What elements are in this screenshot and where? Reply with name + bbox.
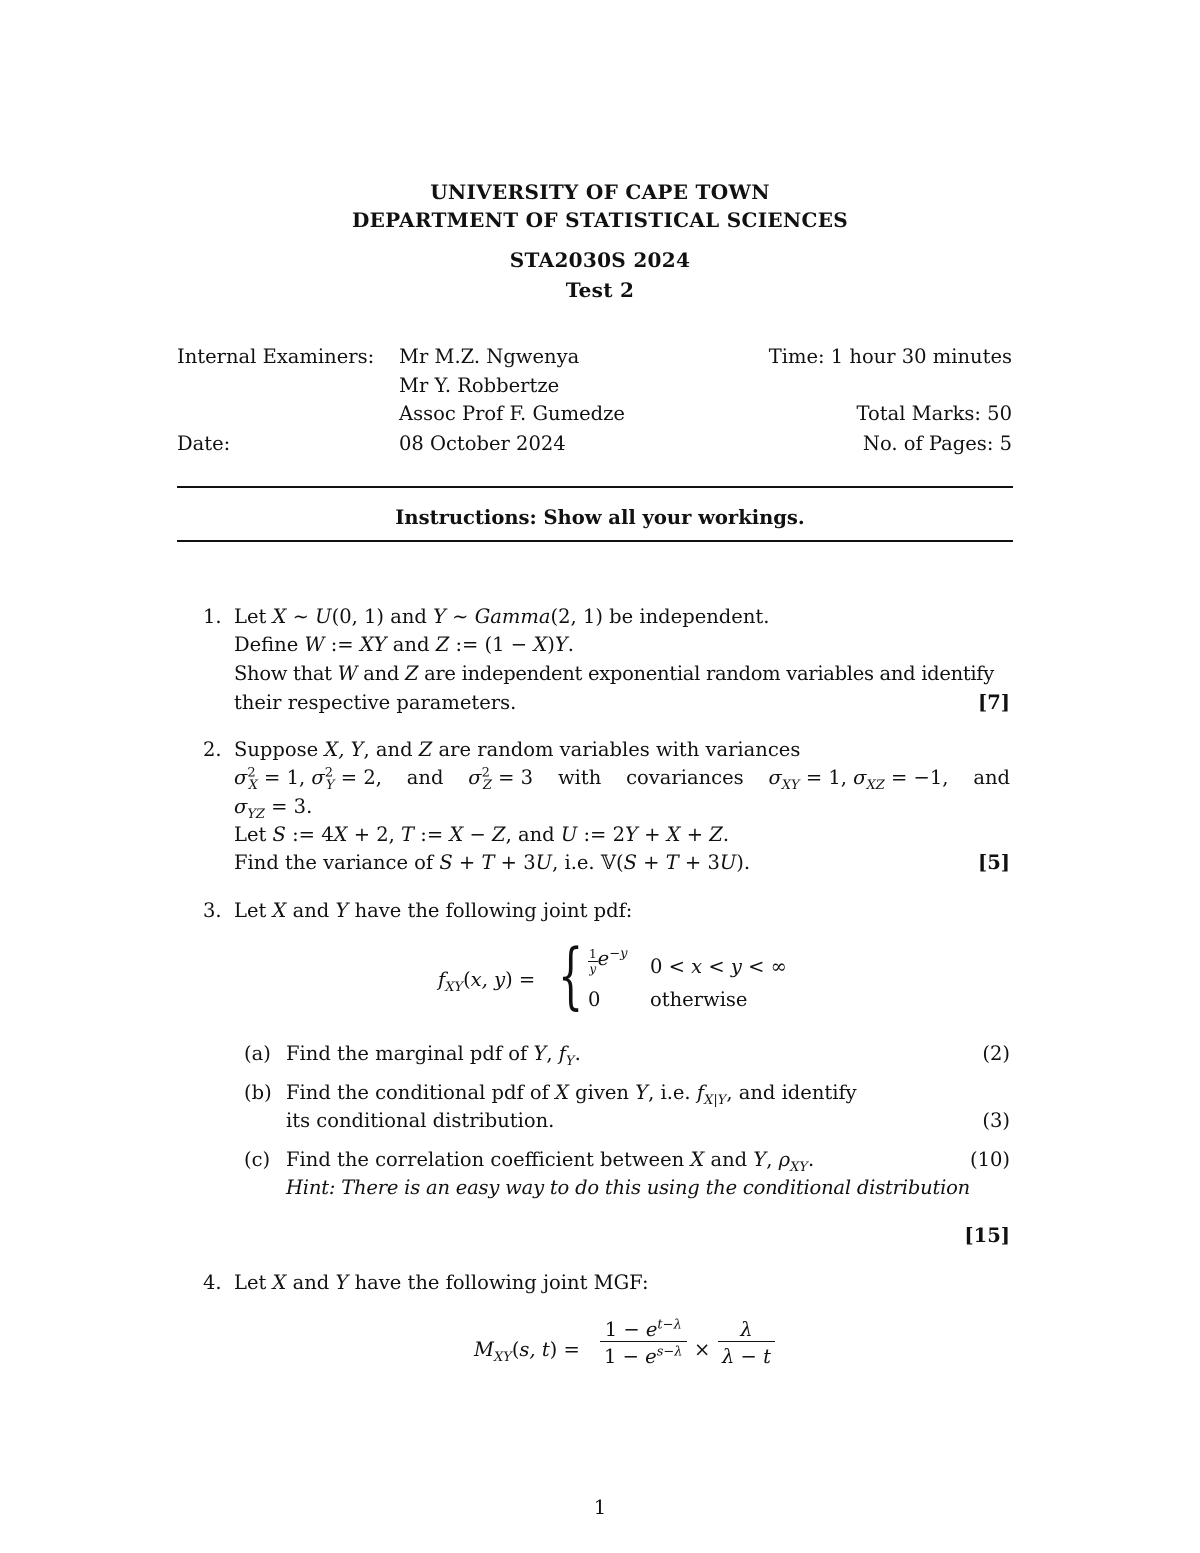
- q3c-label: (c): [244, 1148, 271, 1171]
- q2-line-4: Let S := 4X + 2, T := X − Z, and U := 2Y + X + Z.: [234, 823, 730, 846]
- q3c-text: Find the correlation coefficient between X and Y, $\rho_{XY}$.: [286, 1148, 815, 1175]
- q2-marks: [5]: [977, 851, 1010, 874]
- q3-intro: Let X and Y have the following joint pdf:: [234, 899, 633, 922]
- department-title: DEPARTMENT OF STATISTICAL SCIENCES: [351, 208, 849, 232]
- q4-intro: Let X and Y have the following joint MGF:: [234, 1271, 649, 1294]
- q2-line-3: $\sigma_{YZ} = 3$.: [234, 795, 313, 822]
- q1-line-3: Show that W and Z are independent exponential random variables and identify: [234, 662, 994, 685]
- q1-marks: [7]: [977, 691, 1010, 714]
- date-label: Date:: [177, 432, 231, 455]
- examiner-3: Assoc Prof F. Gumedze: [399, 402, 625, 425]
- q3-marks: [15]: [964, 1224, 1010, 1247]
- q1-line-1: Let X ∼ U(0, 1) and Y ∼ Gamma(2, 1) be independent.: [234, 605, 770, 628]
- q4-number: 4.: [203, 1271, 222, 1294]
- q3b-label: (b): [244, 1081, 272, 1104]
- examiners-label: Internal Examiners:: [177, 345, 375, 368]
- course-code: STA2030S 2024: [509, 248, 691, 272]
- q1-line-4: their respective parameters.: [234, 691, 517, 714]
- instructions: Instructions: Show all your workings.: [395, 506, 805, 529]
- q3b-text-1: Find the conditional pdf of X given Y, i.e. $f_{X|Y}$, and identify: [286, 1081, 857, 1108]
- q2-number: 2.: [203, 738, 222, 761]
- time-info: Time: 1 hour 30 minutes: [768, 345, 1012, 368]
- q3b-text-2: its conditional distribution.: [286, 1109, 555, 1132]
- examiner-1: Mr M.Z. Ngwenya: [399, 345, 580, 368]
- university-title: UNIVERSITY OF CAPE TOWN: [430, 180, 770, 204]
- q3b-marks: (3): [982, 1109, 1010, 1132]
- examiner-2: Mr Y. Robbertze: [399, 374, 560, 397]
- top-rule: [177, 486, 1013, 488]
- total-marks: Total Marks: 50: [856, 402, 1012, 425]
- q3c-marks: (10): [969, 1148, 1010, 1171]
- q2-line-2: $\sigma^2_X = 1$, $\sigma^2_Y = 2$, and $\sigma^2_Z = 3$ with covariances $\sigma_{XY} = 1$, $\sigma_{XZ} = -1$, and: [234, 765, 1010, 793]
- q2-line-5: Find the variance of S + T + 3U, i.e. 𝕍(S + T + 3U).: [234, 851, 751, 874]
- q3a-text: Find the marginal pdf of Y, $f_Y$.: [286, 1042, 581, 1069]
- q1-line-2: Define W := XY and Z := (1 − X)Y.: [234, 633, 574, 656]
- page-number: 1: [593, 1496, 607, 1519]
- q3-number: 3.: [203, 899, 222, 922]
- page-count: No. of Pages: 5: [862, 432, 1012, 455]
- bottom-rule: [177, 540, 1013, 542]
- q3c-hint: Hint: There is an easy way to do this using the conditional distribution: [286, 1176, 971, 1199]
- test-title: Test 2: [565, 278, 635, 302]
- q2-line-1: Suppose X, Y, and Z are random variables with variances: [234, 738, 801, 761]
- q3a-marks: (2): [982, 1042, 1010, 1065]
- q3a-label: (a): [244, 1042, 271, 1065]
- exam-date: 08 October 2024: [399, 432, 566, 455]
- q1-number: 1.: [203, 605, 222, 628]
